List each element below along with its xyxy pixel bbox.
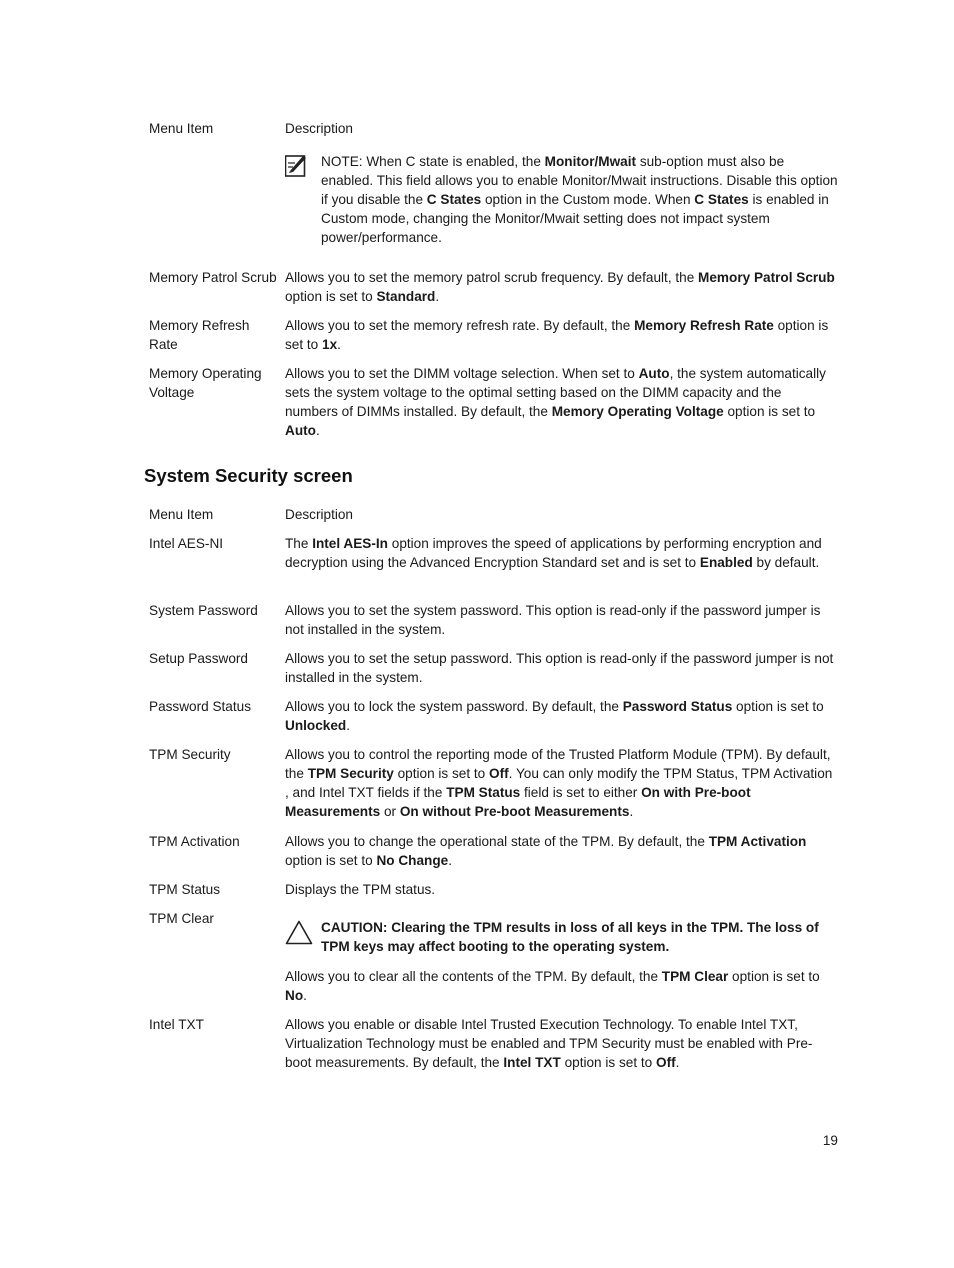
bold-term: Standard xyxy=(376,289,436,305)
menu-item-description xyxy=(285,534,838,572)
menu-item-label: TPM Status xyxy=(149,882,221,897)
text-run: . xyxy=(675,1055,680,1071)
menu-item-label: Intel AES-NI xyxy=(149,536,224,551)
bold-term: Intel TXT xyxy=(503,1055,561,1071)
text-run: sub-option must also be enabled. This field allows you to enable Monitor/Mwait instructions. Disable this option if you disable the xyxy=(321,154,838,208)
section-heading: System Security screen xyxy=(144,465,353,486)
text-run: . xyxy=(315,423,320,439)
menu-item-label: Password Status xyxy=(149,699,251,714)
menu-item-description xyxy=(285,1015,838,1072)
text-run: option is set to xyxy=(285,289,377,305)
bold-term: TPM Clear xyxy=(661,969,729,984)
bold-term: TPM Status xyxy=(446,785,521,801)
text-run: Allows you to set the system password. This option is read-only if the password jumper is not installed in the system. xyxy=(285,603,821,638)
menu-item-label: System Password xyxy=(149,603,258,618)
text-run: . xyxy=(303,988,307,1004)
bold-term: TPM Security xyxy=(307,766,394,782)
menu-item-label: TPM Clear xyxy=(149,911,214,926)
bold-term: C States xyxy=(694,192,749,208)
text-run: . xyxy=(435,289,440,305)
text-run: The xyxy=(285,536,313,551)
bold-term: Monitor/Mwait xyxy=(544,154,637,169)
note-block xyxy=(149,152,838,252)
menu-item-description xyxy=(285,697,838,735)
text-run: Allows you enable or disable Intel Trusted Execution Technology. To enable Intel TXT, Virtualization Technology must be enabled and TPM Security must be enabled with Pre-boot measurements. By default, the xyxy=(285,1017,813,1071)
text-run: by default. xyxy=(752,555,820,571)
text-run: field is set to either xyxy=(520,785,642,801)
text-run: Allows you to change the operational state of the TPM. By default, the xyxy=(285,834,709,849)
menu-item-description xyxy=(285,364,838,440)
bold-term: Auto xyxy=(638,366,670,381)
menu-item-label: Memory Operating Voltage xyxy=(149,366,262,401)
menu-item-label: Memory Refresh Rate xyxy=(149,318,250,353)
text-run: option is set to xyxy=(728,969,820,984)
page-number: 19 xyxy=(822,1133,838,1148)
text-run: option is set to xyxy=(732,699,824,714)
table2-header-menu-item: Menu Item xyxy=(149,507,214,522)
bold-term: No Change xyxy=(376,853,449,869)
bold-term: 1x xyxy=(322,337,338,353)
bold-term: Memory Operating Voltage xyxy=(551,404,724,420)
text-run: option is set to xyxy=(285,318,829,353)
text-run: . xyxy=(337,337,341,353)
bold-term: Off xyxy=(489,766,509,782)
menu-item-description xyxy=(285,832,838,870)
menu-item-description xyxy=(285,967,838,1005)
table1-header-description: Description xyxy=(285,121,353,136)
bold-term: C States xyxy=(426,192,482,208)
table1-header-menu-item: Menu Item xyxy=(149,121,214,136)
bold-term: Password Status xyxy=(622,699,733,714)
text-run: Allows you to clear all the contents of the TPM. By default, the xyxy=(285,969,662,984)
text-run: When C state is enabled, the xyxy=(366,154,545,169)
menu-item-description xyxy=(285,649,838,687)
bold-term: Memory Patrol Scrub xyxy=(698,270,835,285)
menu-item-label: TPM Security xyxy=(149,747,231,762)
note-icon xyxy=(285,155,307,177)
text-run: Displays the TPM status. xyxy=(285,882,436,897)
text-run: Allows you to set the memory patrol scrub frequency. By default, the xyxy=(285,270,699,285)
text-run: Allows you to control the reporting mode of the Trusted Platform Module (TPM). By default, the xyxy=(285,747,831,782)
text-run: option is set to xyxy=(560,1055,657,1071)
bold-term: Auto xyxy=(285,423,316,439)
text-run: , the system automatically sets the system voltage to the optimal setting based on the DIMM capacity and the numbers of DIMMs installed. By default, the xyxy=(285,366,826,420)
text-run: or xyxy=(380,804,400,820)
bold-term: TPM Activation xyxy=(708,834,807,849)
menu-item-label: Intel TXT xyxy=(149,1017,204,1032)
text-run: NOTE: xyxy=(321,154,367,169)
menu-item-description xyxy=(285,268,838,306)
menu-item-description xyxy=(285,601,838,639)
text-run: option is set to xyxy=(393,766,490,782)
bold-term: On with Pre-boot Measurements xyxy=(285,785,751,820)
menu-item-description xyxy=(285,880,838,899)
menu-item-description xyxy=(285,745,838,821)
table-row xyxy=(149,909,838,1009)
text-run: . xyxy=(346,718,350,734)
menu-item-label: TPM Activation xyxy=(149,834,240,849)
bold-term: Memory Refresh Rate xyxy=(634,318,774,333)
text-run: option improves the speed of applications by performing encryption and decryption using the Advanced Encryption Standard set and is set to xyxy=(285,536,822,571)
menu-item-label: Setup Password xyxy=(149,651,248,666)
text-run: option is set to xyxy=(285,853,377,869)
bold-term: Unlocked xyxy=(285,718,347,734)
text-run: is enabled in Custom mode, changing the Monitor/Mwait setting does not impact system power/performance. xyxy=(321,192,829,246)
menu-item-label: Memory Patrol Scrub xyxy=(149,270,277,285)
text-run: Allows you to lock the system password. By default, the xyxy=(285,699,623,714)
text-run: option in the Custom mode. When xyxy=(481,192,695,208)
text-run: Allows you to set the memory refresh rate. By default, the xyxy=(285,318,635,333)
menu-item-description xyxy=(285,316,838,354)
table2-header-description: Description xyxy=(285,507,353,522)
text-run: Allows you to set the DIMM voltage selection. When set to xyxy=(285,366,639,381)
bold-term: Off xyxy=(656,1055,676,1071)
caution-text: CAUTION: Clearing the TPM results in loss of all keys in the TPM. The loss of TPM keys may affect booting to the operating system. xyxy=(321,920,819,955)
bold-term: No xyxy=(285,988,304,1004)
text-run: . You can only modify the TPM Status, TPM Activation , and Intel TXT fields if the xyxy=(285,766,833,801)
text-run: . xyxy=(448,853,452,869)
caution-icon xyxy=(285,920,313,945)
text-run: . xyxy=(629,804,634,820)
note-text xyxy=(321,152,838,247)
bold-term: Enabled xyxy=(699,555,753,571)
text-run: option is set to xyxy=(723,404,816,420)
bold-term: On without Pre-boot Measurements xyxy=(399,804,630,820)
text-run: Allows you to set the setup password. This option is read-only if the password jumper is not installed in the system. xyxy=(285,651,834,686)
bold-term: Intel AES-In xyxy=(312,536,388,551)
